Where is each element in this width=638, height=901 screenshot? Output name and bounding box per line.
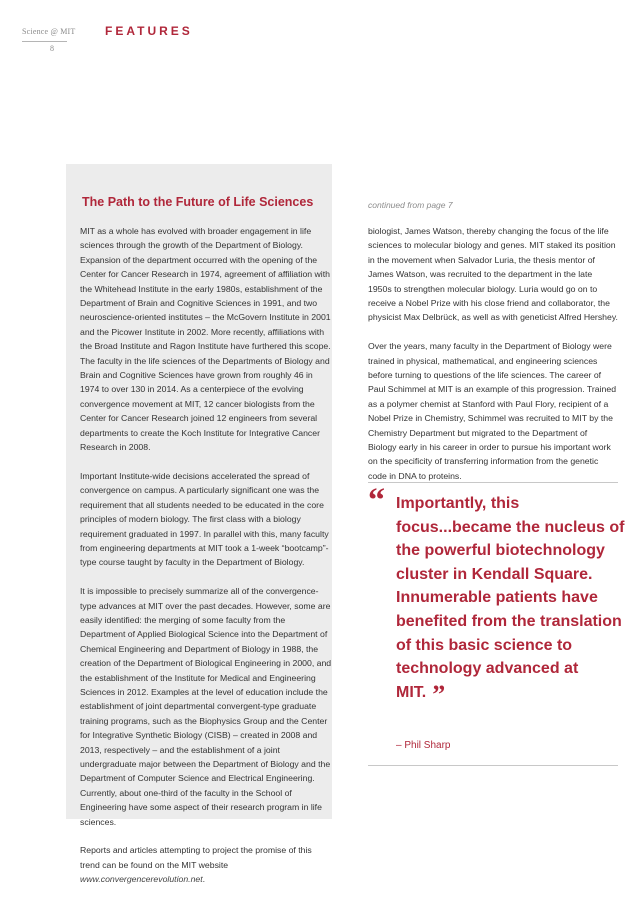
sidebar-paragraph: Important Institute-wide decisions accelerated the spread of convergence on campus. A particularly significant one was the requirement that all students needed to be educated in the core principles of modern biology. The first class with a biology requirement graduated in 1997. In parallel with this, many faculty from engineering departments at MIT took a 1-week “bootcamp”-type course taught by faculty in the Department of Biology.	[80, 470, 329, 568]
link-suffix: .	[202, 874, 206, 885]
main-paragraph: biologist, James Watson, thereby changing the focus of the life sciences to molecular biology and genes. MIT staked its position in the movement when Salvador Luria, the thesis mentor of James Watson, was recruited to the department in the late 1950s to strengthen molecular biology. Luria would go on to receive a Nobel Prize with his close friend and collaborator, the physicist Max Delbrück, as well as with geneticist Alfred Hershey.	[368, 226, 618, 323]
header-divider	[22, 41, 67, 42]
sidebar-title: The Path to the Future of Life Sciences	[82, 195, 314, 209]
pullquote-top-rule	[368, 482, 618, 483]
pullquote-bottom-rule	[368, 765, 618, 766]
continued-note: continued from page 7	[368, 200, 453, 210]
pullquote-text	[396, 492, 626, 709]
section-label: FEATURES	[105, 24, 193, 38]
sidebar-paragraph: It is impossible to precisely summarize all of the convergence-type advances at MIT over the past decades. However, some are easily identified: the merging of some faculty from the Department of Applied Biological Science into the Department of Chemical Engineering and Department of Biology in 1988, the creation of the Department of Biological Engineering in 2000, and the establishment of the Institute for Medical and Engineering Sciences in 2012. Examples at the level of education include the establishment of joint departmental convergent-type graduate training programs, such as the Biophysics Group and the Center for Integrative Synthetic Biology (CISB) – created in 2008 and 2013, respectively – and the establishment of a joint undergraduate major between the Department of Biology and the Department of Computer Science and Electrical Engineering. Currently, about one-third of the faculty in the School of Engineering have some aspect of their research program in life sciences.	[80, 586, 332, 827]
open-quote-icon: “	[368, 482, 385, 519]
sidebar-paragraph-final	[80, 843, 332, 886]
main-body	[368, 224, 618, 498]
website-link[interactable]: www.convergencerevolution.net	[80, 874, 203, 885]
page-number: 8	[50, 44, 54, 53]
pullquote-body: Importantly, this focus...became the nucleus of the powerful biotechnology cluster in Kendall Square. Innumerable patients have benefited from the translation of this basic science to technology advanced at MIT.	[396, 495, 625, 701]
running-head: Science @ MIT	[22, 27, 76, 36]
sidebar-paragraph-text: Reports and articles attempting to project the promise of this trend can be found on the MIT website	[80, 845, 312, 870]
close-quote-icon: ”	[432, 679, 446, 709]
pullquote-attribution: – Phil Sharp	[396, 740, 451, 751]
main-paragraph: Over the years, many faculty in the Department of Biology were trained in physical, mathematical, and engineering sciences before turning to questions of the life sciences. The career of Paul Schimmel at MIT is an example of this progression. Trained as a polymer chemist at Stanford with Paul Flory, recipient of a Nobel Prize in Chemistry, Schimmel was recruited to MIT by the Chemistry Department but migrated to the Department of Biology early in his career in order to pursue his important work on the specificity of transferring information from the genetic code in DNA to proteins.	[368, 341, 617, 481]
sidebar-paragraph: MIT as a whole has evolved with broader engagement in life sciences through the growth of the Department of Biology. Expansion of the department occurred with the opening of the Center for Cancer Research in 1974, agreement of affiliation with the Whitehead Institute in the early 1980s, establishment of the Department of Brain and Cognitive Sciences in 1991, and two neuroscience-oriented institutes – the McGovern Institute in 2001 and the Picower Institute in 2002. More recently, affiliations with the Broad Institute and Ragon Institute have furthered this scope. The faculty in the life sciences of the Departments of Biology and Brain and Cognitive Sciences have grown from roughly 46 in 1974 to over 130 in 2014. As a centerpiece of the evolving convergence movement at MIT, 12 cancer biologists from the Center for Cancer Research joined 12 engineers from several departments to create the Koch Institute for Integrative Cancer Research in 2008.	[80, 226, 331, 453]
sidebar-body	[80, 224, 332, 901]
